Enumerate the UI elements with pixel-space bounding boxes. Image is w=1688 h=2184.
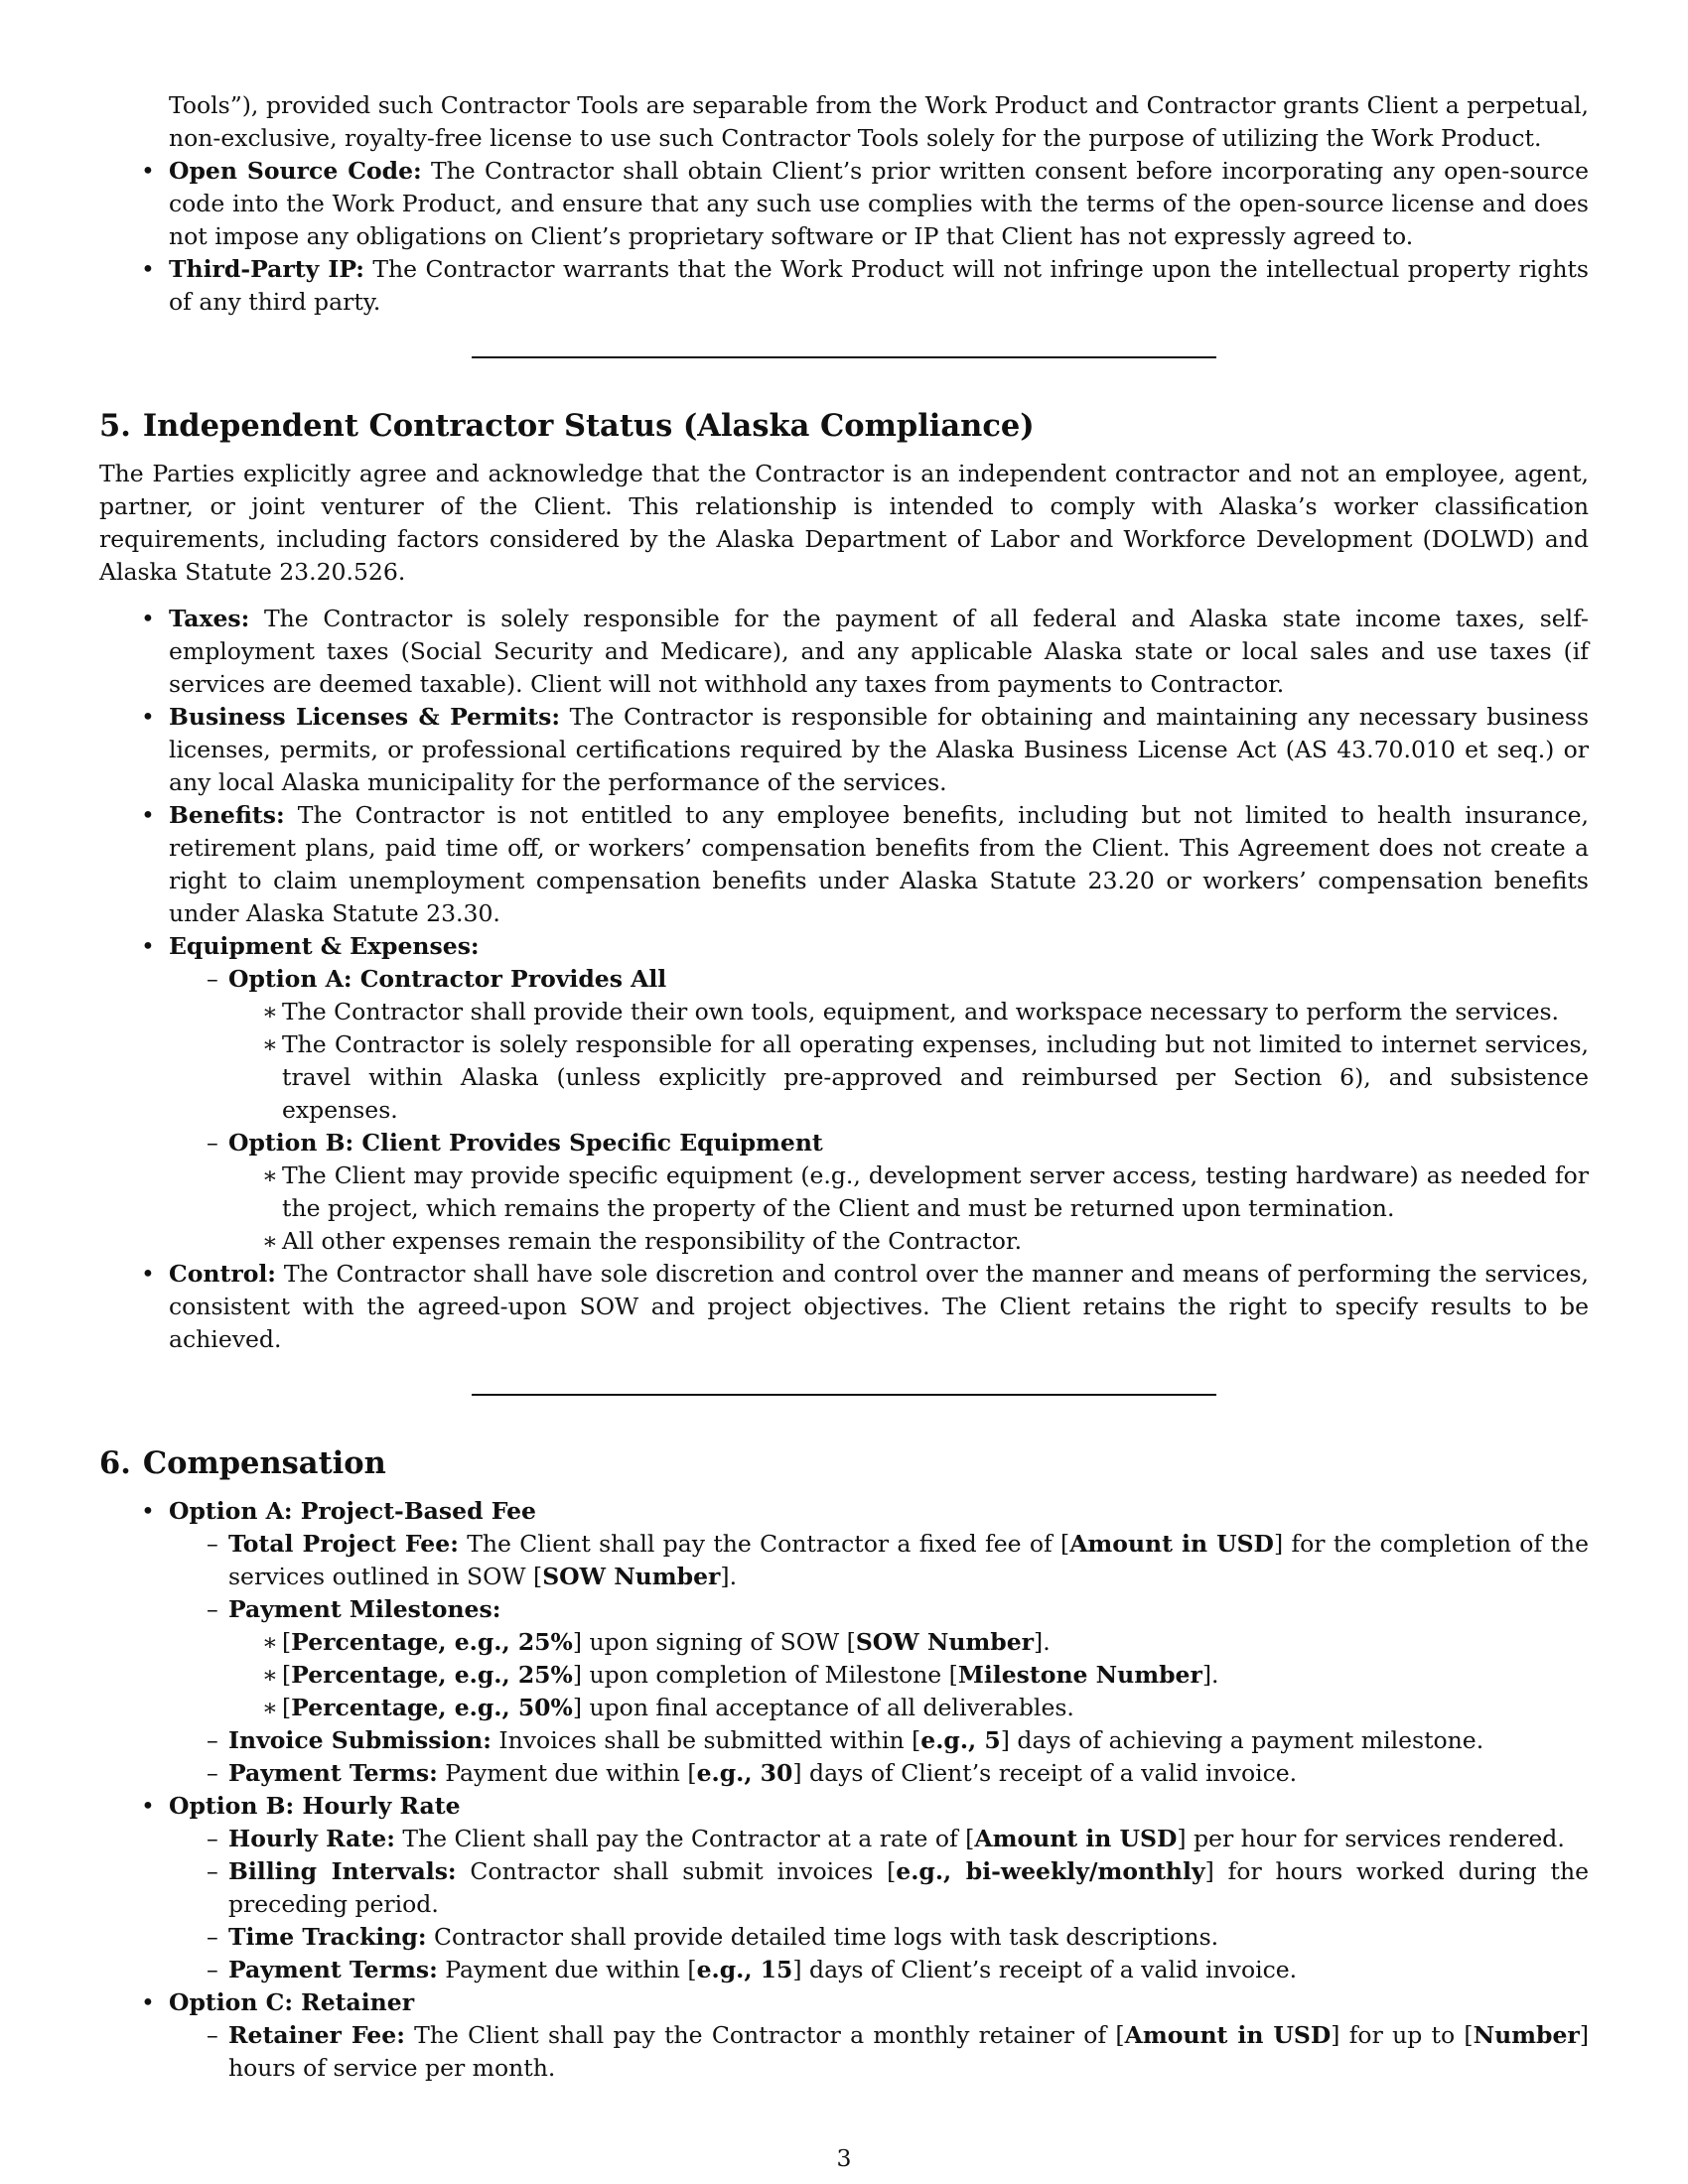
comp-option-a-items <box>169 1528 1589 1790</box>
invoice-item <box>169 1724 1589 1757</box>
placeholder-percentage: Percentage, e.g., 25% <box>291 1661 573 1689</box>
placeholder-amount: Amount in USD <box>1069 1530 1274 1558</box>
comp-option-c-label: Option C: Retainer <box>169 1988 415 2016</box>
equipment-option-b-items <box>228 1160 1589 1258</box>
document-page <box>99 89 1589 2085</box>
benefits-label: Benefits: <box>169 801 285 829</box>
text-run: [ <box>282 1661 292 1689</box>
section5-heading <box>99 406 1589 446</box>
payment-terms-b-item <box>169 1954 1589 1986</box>
milestone-3 <box>228 1692 1589 1724</box>
placeholder-milestone-number: Milestone Number <box>957 1661 1202 1689</box>
text-run: ] for hours worked during the preceding period. <box>228 1857 1589 1918</box>
third-party-label: Third-Party IP: <box>169 255 364 283</box>
placeholder-days: e.g., 30 <box>696 1759 793 1787</box>
licenses-text: The Contractor is responsible for obtaining and maintaining any necessary business licenses, permits, or professional certifications required by the Alaska Business License Act (AS 43.70.010 et seq.) or any local Alaska municipality for the performance of the services. <box>169 703 1590 796</box>
text-run: Payment due within [ <box>437 1759 697 1787</box>
text-run: The Client shall pay the Contractor a monthly retainer of [ <box>404 2021 1125 2049</box>
text-run: Payment due within [ <box>437 1956 697 1983</box>
text-run: [ <box>282 1628 292 1656</box>
benefits-item <box>99 799 1589 930</box>
section6-heading <box>99 1443 1589 1483</box>
placeholder-number: Number <box>1473 2021 1580 2049</box>
text-run: The Client shall pay the Contractor at a rate of [ <box>394 1825 975 1852</box>
third-party-text: The Contractor warrants that the Work Product will not infringe upon the intellectual property rights of any third party. <box>169 255 1589 316</box>
text-run: ] upon signing of SOW [ <box>572 1628 856 1656</box>
equipment-option-a-label: Option A: Contractor Provides All <box>228 965 667 993</box>
section6-list <box>99 1495 1589 2085</box>
page-number: 3 <box>836 2144 852 2172</box>
benefits-text: The Contractor is not entitled to any employee benefits, including but not limited to health insurance, retirement plans, paid time off, or workers’ compensation benefits from the Client. This Agreement does not create a right to claim unemployment compensation benefits under Alaska Statute 23.20 or workers’ compensation benefits under Alaska Statute 23.30. <box>169 801 1589 927</box>
contractor-tools-text: Tools”), provided such Contractor Tools are separable from the Work Product and Contractor grants Client a perpetual, non-exclusive, royalty-free license to use such Contractor Tools solely for the purpose of utilizing the Work Product. <box>169 91 1589 152</box>
open-source-label: Open Source Code: <box>169 157 422 185</box>
text-run: Invoices shall be submitted within [ <box>491 1726 921 1754</box>
open-source-text: The Contractor shall obtain Client’s prior written consent before incorporating any open-source code into the Work Product, and ensure that any such use complies with the terms of the open-source license and does not impose any obligations on Client’s proprietary software or IP that Client has not expressly agreed to. <box>169 157 1589 250</box>
hourly-rate-item <box>169 1823 1589 1855</box>
contractor-tools-continuation <box>99 89 1589 155</box>
third-party-item <box>99 253 1589 319</box>
time-tracking-label: Time Tracking: <box>228 1923 427 1951</box>
section5-list <box>99 603 1589 1356</box>
licenses-item <box>99 701 1589 799</box>
text-run: ] upon completion of Milestone [ <box>572 1661 958 1689</box>
open-source-item <box>99 155 1589 253</box>
text-run: ] days of Client’s receipt of a valid invoice. <box>792 1956 1298 1983</box>
comp-option-c-items <box>169 2019 1589 2085</box>
comp-option-b-items <box>169 1823 1589 1986</box>
placeholder-days: e.g., 15 <box>696 1956 793 1983</box>
text-run: ]. <box>1034 1628 1051 1656</box>
placeholder-amount: Amount in USD <box>974 1825 1178 1852</box>
section5-title: Independent Contractor Status (Alaska Compliance) <box>142 408 1035 444</box>
comp-option-b <box>99 1790 1589 1986</box>
comp-option-a <box>99 1495 1589 1790</box>
payment-terms-a-item <box>169 1757 1589 1790</box>
text-run: ] for the completion of the services outlined in SOW [ <box>228 1530 1589 1590</box>
section5-number: 5. <box>99 408 131 444</box>
milestones-label: Payment Milestones: <box>228 1595 501 1623</box>
placeholder-sow-number: SOW Number <box>855 1628 1035 1656</box>
text-run: ] days of Client’s receipt of a valid invoice. <box>792 1759 1298 1787</box>
text-run: [ <box>282 1694 292 1721</box>
hourly-rate-label: Hourly Rate: <box>228 1825 395 1852</box>
section6-title: Compensation <box>142 1445 386 1481</box>
invoice-label: Invoice Submission: <box>228 1726 492 1754</box>
text-run: ] hours of service per month. <box>228 2021 1589 2082</box>
list-item: ∗ The Contractor is solely responsible for all operating expenses, including but not limited to internet services, travel within Alaska (unless explicitly pre-approved and reimbursed per Section 6), and subsistence expenses. <box>228 1028 1589 1127</box>
retainer-fee-item <box>169 2019 1589 2085</box>
milestone-2 <box>228 1659 1589 1692</box>
text-run: Contractor shall submit invoices [ <box>456 1857 897 1885</box>
placeholder-interval: e.g., bi-weekly/monthly <box>896 1857 1205 1885</box>
text-run: ]. <box>720 1563 738 1590</box>
payment-terms-label: Payment Terms: <box>228 1956 438 1983</box>
section5-intro: The Parties explicitly agree and acknowledge that the Contractor is an independent contractor and not an employee, agent, partner, or joint venturer of the Client. This relationship is intended to comply with Alaska’s worker classification requirements, including factors considered by the Alaska Department of Labor and Workforce Development (DOLWD) and Alaska Statute 23.20.526. <box>99 460 1589 586</box>
comp-option-c <box>99 1986 1589 2085</box>
placeholder-percentage: Percentage, e.g., 50% <box>291 1694 573 1721</box>
text-run: Contractor shall provide detailed time logs with task descriptions. <box>426 1923 1219 1951</box>
total-fee-label: Total Project Fee: <box>228 1530 459 1558</box>
milestone-1 <box>228 1626 1589 1659</box>
taxes-label: Taxes: <box>169 605 250 632</box>
placeholder-amount: Amount in USD <box>1124 2021 1332 2049</box>
placeholder-sow-number: SOW Number <box>542 1563 721 1590</box>
equipment-label: Equipment & Expenses: <box>169 932 480 960</box>
equipment-option-b <box>169 1127 1589 1258</box>
billing-item <box>169 1855 1589 1921</box>
total-fee-item <box>169 1528 1589 1593</box>
control-label: Control: <box>169 1260 276 1288</box>
payment-terms-label: Payment Terms: <box>228 1759 438 1787</box>
retainer-fee-label: Retainer Fee: <box>228 2021 405 2049</box>
section-divider <box>472 356 1216 358</box>
control-item <box>99 1258 1589 1356</box>
text-run: The Client shall pay the Contractor a fixed fee of [ <box>458 1530 1070 1558</box>
section6-number: 6. <box>99 1445 131 1481</box>
equipment-item <box>99 930 1589 1258</box>
section4-list-items <box>99 155 1589 319</box>
placeholder-days: e.g., 5 <box>920 1726 1001 1754</box>
milestones-item <box>169 1593 1589 1724</box>
text-run: ] for up to [ <box>1331 2021 1474 2049</box>
milestones-list <box>228 1626 1589 1724</box>
section-divider <box>472 1394 1216 1396</box>
taxes-item <box>99 603 1589 701</box>
list-item: ∗ The Client may provide specific equipment (e.g., development server access, testing hardware) as needed for the project, which remains the property of the Client and must be returned upon termination. <box>228 1160 1589 1225</box>
comp-option-a-label: Option A: Project-Based Fee <box>169 1497 536 1525</box>
equipment-option-a-items <box>228 996 1589 1127</box>
text-run: ]. <box>1201 1661 1219 1689</box>
equipment-options <box>169 963 1589 1258</box>
equipment-option-a <box>169 963 1589 1127</box>
control-text: The Contractor shall have sole discretion and control over the manner and means of performing the services, consistent with the agreed-upon SOW and project objectives. The Client retains the right to specify results to be achieved. <box>169 1260 1589 1353</box>
placeholder-percentage: Percentage, e.g., 25% <box>291 1628 573 1656</box>
text-run: ] upon final acceptance of all deliverables. <box>572 1694 1074 1721</box>
list-item: ∗ The Contractor shall provide their own tools, equipment, and workspace necessary to perform the services. <box>228 996 1589 1028</box>
text-run: ] per hour for services rendered. <box>1177 1825 1565 1852</box>
comp-option-b-label: Option B: Hourly Rate <box>169 1792 461 1820</box>
billing-label: Billing Intervals: <box>228 1857 457 1885</box>
taxes-text: The Contractor is solely responsible for the payment of all federal and Alaska state income taxes, self-employment taxes (Social Security and Medicare), and any applicable Alaska state or local sales and use taxes (if services are deemed taxable). Client will not withhold any taxes from payments to Contractor. <box>169 605 1589 698</box>
licenses-label: Business Licenses & Permits: <box>169 703 561 731</box>
time-tracking-item <box>169 1921 1589 1954</box>
list-item: ∗ All other expenses remain the responsibility of the Contractor. <box>228 1225 1589 1258</box>
text-run: ] days of achieving a payment milestone. <box>1000 1726 1484 1754</box>
section4-list <box>99 89 1589 155</box>
equipment-option-b-label: Option B: Client Provides Specific Equipment <box>228 1129 823 1157</box>
